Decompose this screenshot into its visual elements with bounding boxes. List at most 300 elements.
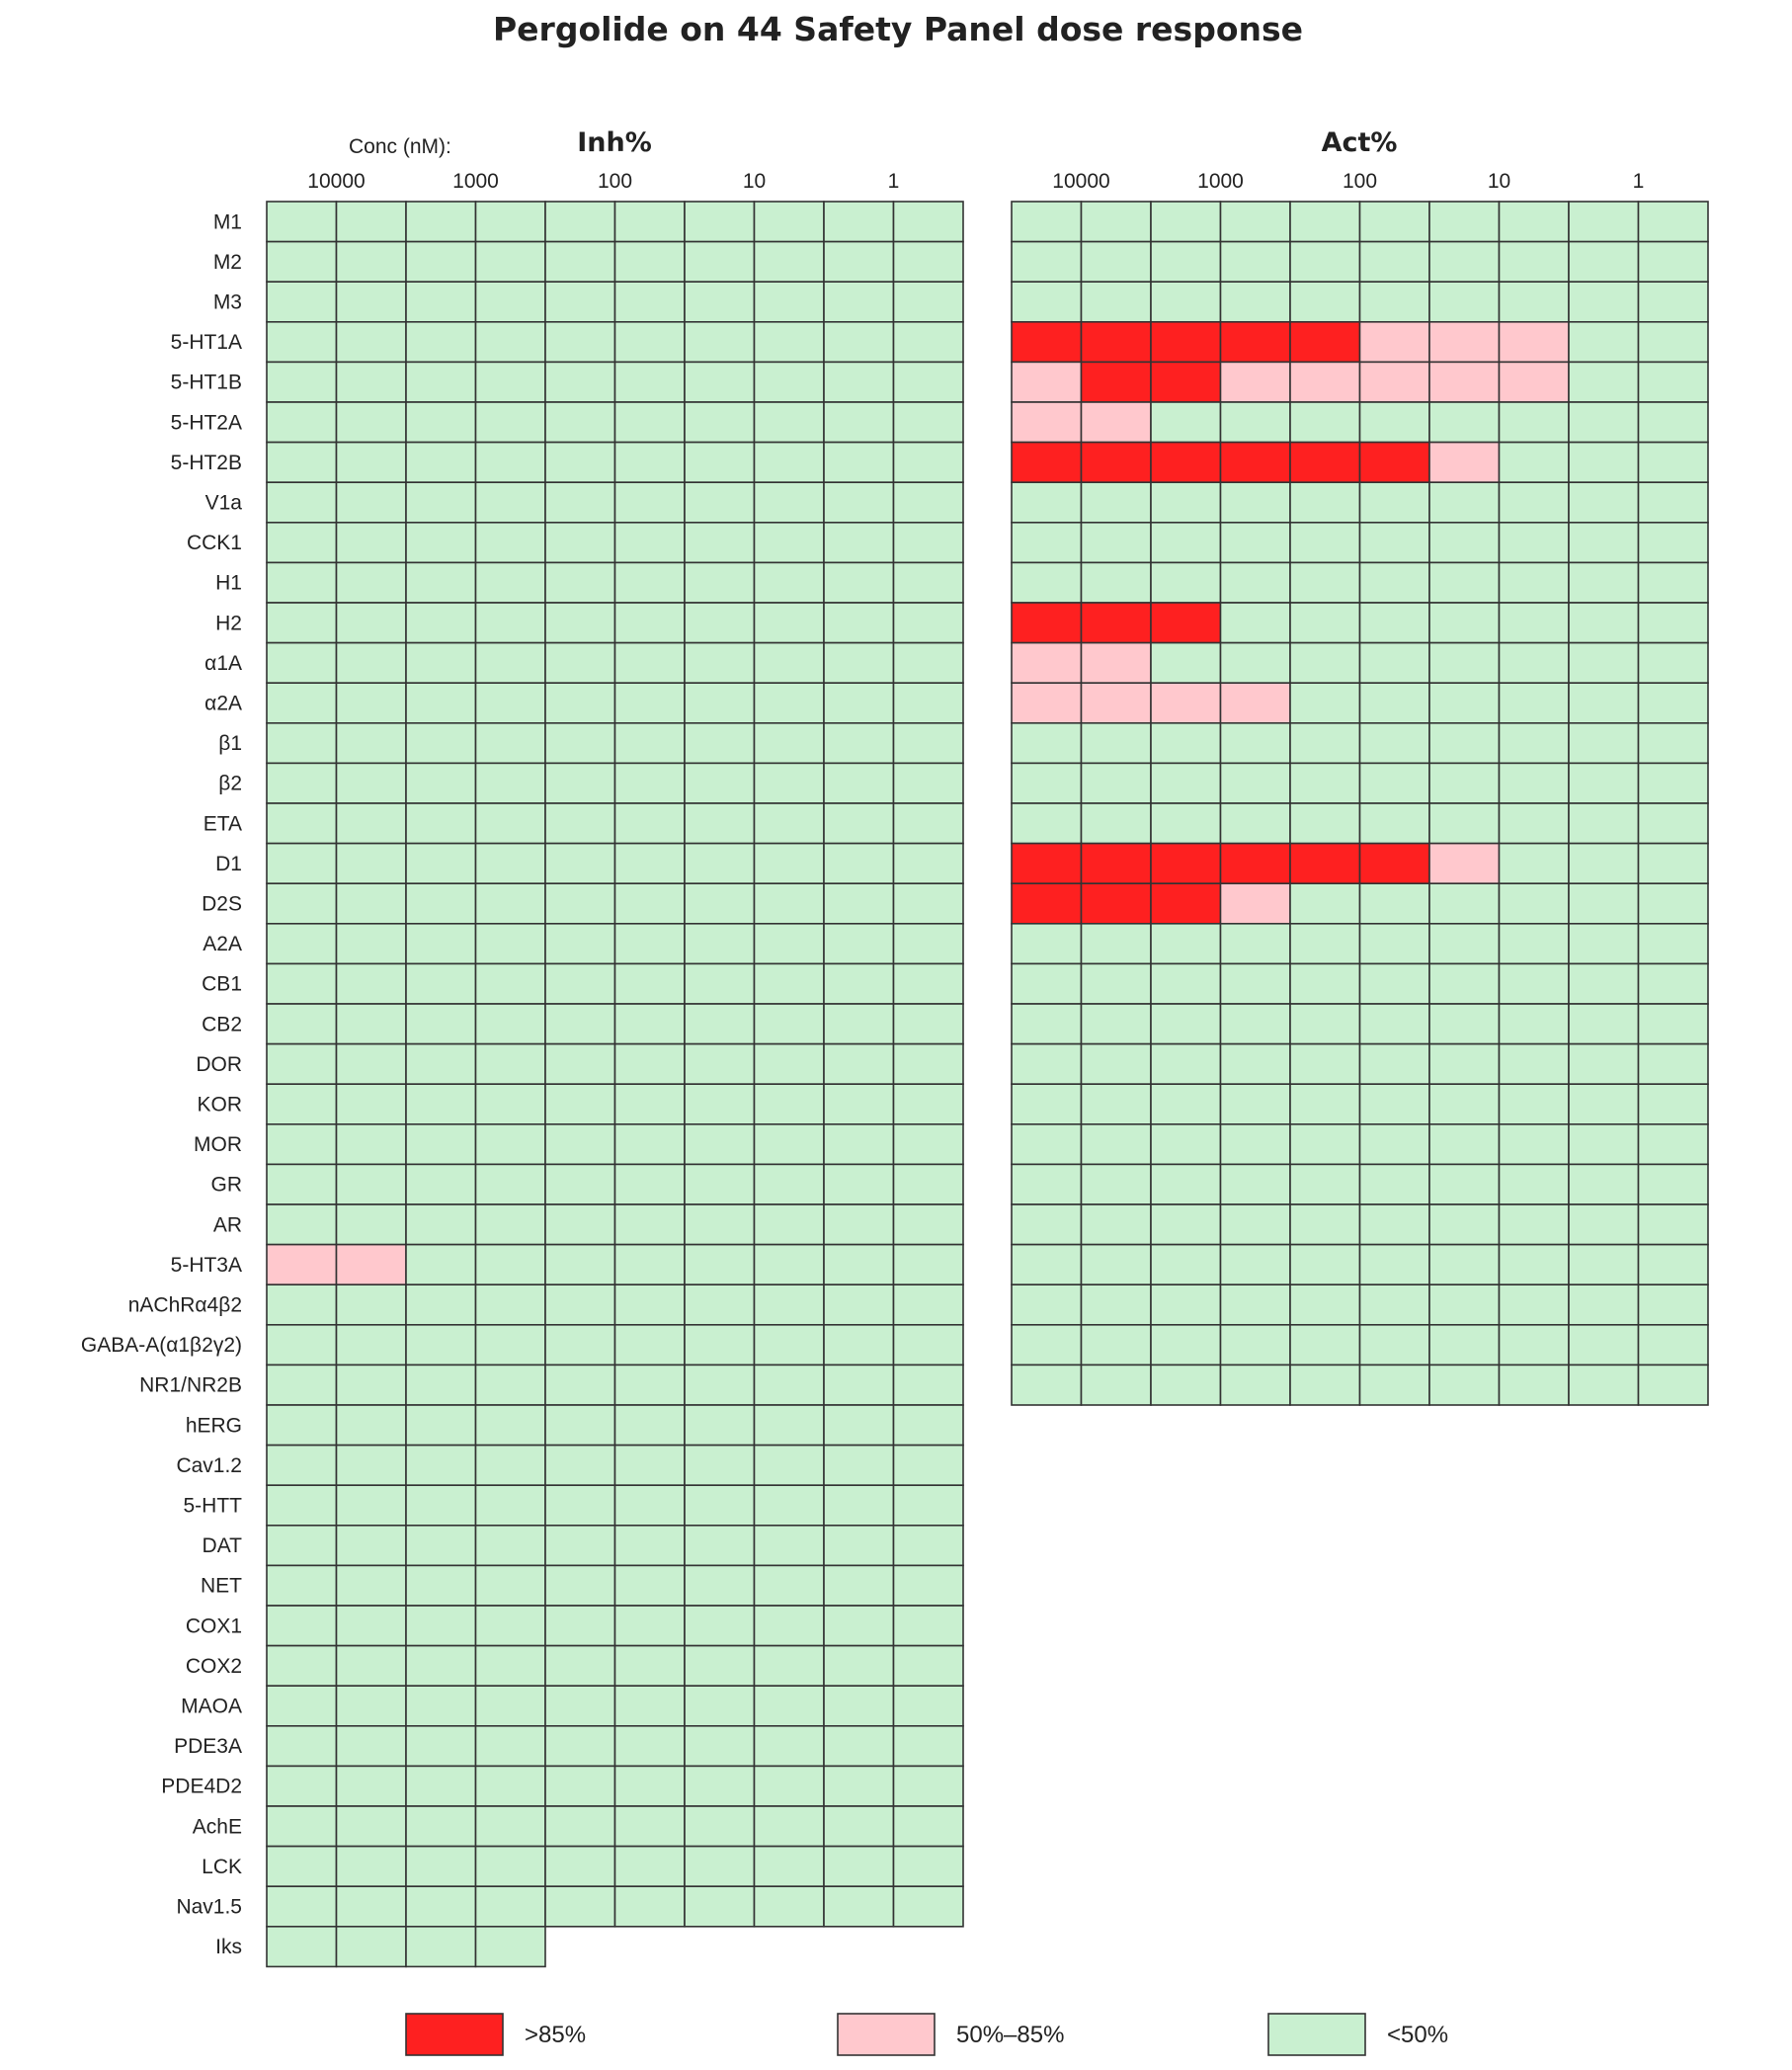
heatmap-cell-inh xyxy=(545,1847,615,1887)
heatmap-cell-act xyxy=(1500,282,1570,322)
heatmap-cell-inh xyxy=(615,1766,686,1806)
heatmap-cell-inh xyxy=(476,1204,546,1245)
heatmap-cell-inh xyxy=(894,844,964,884)
heatmap-cell-inh xyxy=(615,1646,686,1687)
heatmap-cell-inh xyxy=(267,1847,337,1887)
heatmap-cell-inh xyxy=(406,443,476,483)
heatmap-cell-inh xyxy=(545,1766,615,1806)
heatmap-cell-inh xyxy=(685,1245,755,1285)
heatmap-cell-inh xyxy=(476,282,546,322)
heatmap-cell-act xyxy=(1151,1365,1221,1405)
heatmap-cell-act xyxy=(1500,1245,1570,1285)
heatmap-cell-inh xyxy=(615,1004,686,1044)
heatmap-cell-act xyxy=(1082,803,1152,844)
heatmap-cell-inh xyxy=(685,443,755,483)
heatmap-cell-inh xyxy=(755,1606,825,1646)
heatmap-cell-inh xyxy=(755,1124,825,1165)
heatmap-cell-act xyxy=(1639,202,1709,242)
row-label: DOR xyxy=(196,1052,242,1076)
heatmap-cell-inh xyxy=(337,562,407,603)
heatmap-cell-inh xyxy=(685,1446,755,1486)
heatmap-cell-act xyxy=(1221,963,1291,1004)
heatmap-cell-act xyxy=(1429,362,1500,402)
heatmap-cell-inh xyxy=(824,362,894,402)
heatmap-cell-act xyxy=(1290,1245,1360,1285)
heatmap-cell-inh xyxy=(894,763,964,803)
heatmap-cell-act xyxy=(1151,844,1221,884)
heatmap-cell-act xyxy=(1012,844,1082,884)
row-label: M3 xyxy=(212,290,242,314)
heatmap-cell-inh xyxy=(755,322,825,363)
heatmap-cell-act xyxy=(1360,1084,1430,1124)
heatmap-cell-act xyxy=(1429,523,1500,563)
heatmap-cell-act xyxy=(1221,1284,1291,1325)
heatmap-cell-act xyxy=(1082,1204,1152,1245)
row-label: AchE xyxy=(192,1815,242,1839)
heatmap-cell-act xyxy=(1290,683,1360,723)
heatmap-cell-act xyxy=(1429,1365,1500,1405)
heatmap-cell-inh xyxy=(406,963,476,1004)
legend xyxy=(406,2014,1448,2055)
heatmap-cell-inh xyxy=(545,1245,615,1285)
heatmap-cell-act xyxy=(1290,924,1360,964)
row-label: D1 xyxy=(215,852,242,875)
row-label: α1A xyxy=(204,651,242,675)
row-label: 5-HTT xyxy=(183,1494,242,1518)
heatmap-cell-inh xyxy=(545,1325,615,1366)
heatmap-cell-inh xyxy=(824,1886,894,1927)
heatmap-cell-inh xyxy=(267,603,337,643)
heatmap-cell-act xyxy=(1569,1365,1639,1405)
conc-tick-act-10000: 10000 xyxy=(1052,170,1110,193)
heatmap-cell-inh xyxy=(337,1204,407,1245)
heatmap-cell-act xyxy=(1221,482,1291,523)
heatmap-cell-act xyxy=(1569,723,1639,764)
heatmap-cell-act xyxy=(1151,242,1221,283)
heatmap-cell-act xyxy=(1082,1124,1152,1165)
heatmap-cell-inh xyxy=(894,1886,964,1927)
heatmap-cell-inh xyxy=(267,1284,337,1325)
heatmap-cell-act xyxy=(1151,1325,1221,1366)
conc-tick-act-10: 10 xyxy=(1487,170,1511,193)
heatmap-cell-inh xyxy=(615,443,686,483)
heatmap-cell-inh xyxy=(267,1084,337,1124)
heatmap-cell-inh xyxy=(755,362,825,402)
heatmap-cell-act xyxy=(1082,683,1152,723)
heatmap-cell-act xyxy=(1429,1164,1500,1204)
heatmap-cell-act xyxy=(1360,1284,1430,1325)
heatmap-cell-inh xyxy=(685,1004,755,1044)
heatmap-cell-act xyxy=(1082,643,1152,684)
heatmap-cell-act xyxy=(1429,1325,1500,1366)
heatmap-cell-act xyxy=(1429,844,1500,884)
heatmap-cell-act xyxy=(1290,763,1360,803)
heatmap-cell-inh xyxy=(337,1766,407,1806)
heatmap-cell-act xyxy=(1360,482,1430,523)
heatmap-cell-act xyxy=(1500,1124,1570,1165)
heatmap-cell-inh xyxy=(755,1084,825,1124)
heatmap-cell-act xyxy=(1151,1164,1221,1204)
heatmap-cell-inh xyxy=(824,1204,894,1245)
heatmap-cell-inh xyxy=(824,242,894,283)
heatmap-cell-inh xyxy=(406,1806,476,1847)
heatmap-cell-act xyxy=(1360,1044,1430,1085)
heatmap-cell-inh xyxy=(337,1405,407,1446)
heatmap-cell-act xyxy=(1082,1245,1152,1285)
heatmap-cell-inh xyxy=(267,1204,337,1245)
heatmap-cell-inh xyxy=(755,443,825,483)
heatmap-cell-act xyxy=(1360,362,1430,402)
heatmap-cell-inh xyxy=(545,282,615,322)
heatmap-cell-inh xyxy=(545,523,615,563)
heatmap-cell-inh xyxy=(476,1245,546,1285)
heatmap-cell-inh xyxy=(545,562,615,603)
heatmap-cell-inh xyxy=(337,1565,407,1606)
row-label: COX1 xyxy=(185,1615,242,1638)
row-label: M2 xyxy=(212,250,242,274)
heatmap-cell-inh xyxy=(267,1004,337,1044)
heatmap-cell-inh xyxy=(894,603,964,643)
heatmap-cell-act xyxy=(1429,202,1500,242)
heatmap-cell-act xyxy=(1360,844,1430,884)
heatmap-cell-inh xyxy=(894,1405,964,1446)
heatmap-cell-act xyxy=(1639,1044,1709,1085)
heatmap-cell-inh xyxy=(337,1284,407,1325)
heatmap-cell-act xyxy=(1429,443,1500,483)
heatmap-cell-inh xyxy=(545,963,615,1004)
heatmap-cell-act xyxy=(1500,603,1570,643)
heatmap-cell-act xyxy=(1151,763,1221,803)
heatmap-cell-inh xyxy=(824,562,894,603)
heatmap-cell-inh xyxy=(894,1325,964,1366)
heatmap-cell-inh xyxy=(755,1446,825,1486)
heatmap-cell-act xyxy=(1290,1124,1360,1165)
heatmap-cell-inh xyxy=(267,1124,337,1165)
heatmap-cell-act xyxy=(1500,763,1570,803)
heatmap-cell-act xyxy=(1569,482,1639,523)
heatmap-cell-act xyxy=(1151,362,1221,402)
heatmap-cell-inh xyxy=(685,1726,755,1767)
heatmap-cell-inh xyxy=(545,1606,615,1646)
heatmap-cell-act xyxy=(1221,1164,1291,1204)
heatmap-cell-inh xyxy=(894,1365,964,1405)
heatmap-cell-inh xyxy=(406,1044,476,1085)
heatmap-cell-inh xyxy=(476,1806,546,1847)
heatmap-cell-inh xyxy=(476,1405,546,1446)
legend-label-red: >85% xyxy=(525,2022,587,2048)
heatmap-cell-inh xyxy=(545,844,615,884)
heatmap-cell-inh xyxy=(755,643,825,684)
heatmap-cell-inh xyxy=(267,402,337,443)
heatmap-cell-inh xyxy=(267,242,337,283)
heatmap-cell-inh xyxy=(824,1004,894,1044)
heatmap-cell-inh xyxy=(615,1044,686,1085)
heatmap-cell-act xyxy=(1221,1124,1291,1165)
row-label: Cav1.2 xyxy=(176,1453,242,1477)
heatmap-cell-inh xyxy=(337,883,407,924)
heatmap-cell-inh xyxy=(685,1565,755,1606)
heatmap-cell-act xyxy=(1290,1365,1360,1405)
heatmap-cell-inh xyxy=(615,1485,686,1526)
heatmap-cell-act xyxy=(1639,1084,1709,1124)
heatmap-cell-inh xyxy=(267,562,337,603)
heatmap-cell-act xyxy=(1360,562,1430,603)
heatmap-cell-act xyxy=(1500,1204,1570,1245)
heatmap-cell-inh xyxy=(615,963,686,1004)
heatmap-cell-inh xyxy=(476,883,546,924)
heatmap-cell-act xyxy=(1360,202,1430,242)
heatmap-cell-inh xyxy=(545,1485,615,1526)
heatmap-cell-act xyxy=(1290,322,1360,363)
heatmap-cell-inh xyxy=(406,1886,476,1927)
heatmap-cell-act xyxy=(1429,1245,1500,1285)
heatmap-cell-inh xyxy=(337,1325,407,1366)
heatmap-cell-inh xyxy=(685,763,755,803)
heatmap-cell-inh xyxy=(337,1726,407,1767)
heatmap-cell-inh xyxy=(615,242,686,283)
heatmap-cell-act xyxy=(1082,1284,1152,1325)
heatmap-cell-act xyxy=(1082,322,1152,363)
heatmap-cell-inh xyxy=(824,1084,894,1124)
heatmap-cell-act xyxy=(1082,242,1152,283)
heatmap-cell-act xyxy=(1082,482,1152,523)
heatmap-cell-inh xyxy=(824,603,894,643)
heatmap-cell-act xyxy=(1012,1084,1082,1124)
heatmap-cell-inh xyxy=(755,1886,825,1927)
heatmap-cell-inh xyxy=(267,322,337,363)
heatmap-cell-inh xyxy=(406,402,476,443)
heatmap-cell-inh xyxy=(267,443,337,483)
heatmap-cell-inh xyxy=(824,1325,894,1366)
heatmap-cell-inh xyxy=(685,1886,755,1927)
heatmap-cell-inh xyxy=(685,1606,755,1646)
heatmap-cell-act xyxy=(1221,443,1291,483)
heatmap-cell-act xyxy=(1082,924,1152,964)
heatmap-cell-inh xyxy=(267,1766,337,1806)
heatmap-cell-inh xyxy=(615,282,686,322)
heatmap-cell-act xyxy=(1569,1164,1639,1204)
heatmap-cell-inh xyxy=(894,322,964,363)
heatmap-cell-inh xyxy=(615,482,686,523)
heatmap-cell-act xyxy=(1569,1084,1639,1124)
heatmap-cell-inh xyxy=(476,1847,546,1887)
heatmap-cell-act xyxy=(1639,443,1709,483)
heatmap-cell-act xyxy=(1429,402,1500,443)
panel-title-act: Act% xyxy=(1321,127,1398,158)
row-label: LCK xyxy=(202,1855,242,1878)
heatmap-cell-act xyxy=(1290,803,1360,844)
heatmap-cell-act xyxy=(1569,1124,1639,1165)
heatmap-cell-inh xyxy=(615,924,686,964)
heatmap-cell-act xyxy=(1360,723,1430,764)
heatmap-cell-inh xyxy=(824,1686,894,1726)
heatmap-cell-act xyxy=(1221,803,1291,844)
heatmap-cell-inh xyxy=(824,844,894,884)
heatmap-cell-inh xyxy=(824,1124,894,1165)
heatmap-cell-inh xyxy=(476,1446,546,1486)
heatmap-cell-act xyxy=(1360,803,1430,844)
heatmap-cell-inh xyxy=(685,1405,755,1446)
heatmap-cells xyxy=(267,202,1708,1966)
heatmap-cell-inh xyxy=(545,1726,615,1767)
heatmap-cell-act xyxy=(1500,643,1570,684)
heatmap-cell-act xyxy=(1221,1365,1291,1405)
heatmap-cell-act xyxy=(1012,683,1082,723)
heatmap-cell-act xyxy=(1151,723,1221,764)
heatmap-cell-inh xyxy=(755,1847,825,1887)
conc-tick-act-1: 1 xyxy=(1632,170,1645,193)
heatmap-cell-act xyxy=(1290,443,1360,483)
heatmap-cell-act xyxy=(1569,643,1639,684)
heatmap-cell-inh xyxy=(755,844,825,884)
heatmap-cell-act xyxy=(1151,1124,1221,1165)
panel-title-inh: Inh% xyxy=(577,127,652,158)
heatmap-cell-act xyxy=(1639,322,1709,363)
heatmap-cell-act xyxy=(1360,683,1430,723)
heatmap-cell-act xyxy=(1082,1365,1152,1405)
heatmap-cell-act xyxy=(1151,1044,1221,1085)
heatmap-cell-inh xyxy=(824,1565,894,1606)
heatmap-cell-inh xyxy=(267,1565,337,1606)
heatmap-cell-inh xyxy=(545,242,615,283)
heatmap-cell-inh xyxy=(615,1806,686,1847)
heatmap-cell-inh xyxy=(824,1365,894,1405)
heatmap-cell-inh xyxy=(406,844,476,884)
heatmap-cell-inh xyxy=(755,1405,825,1446)
heatmap-cell-inh xyxy=(755,1565,825,1606)
heatmap-cell-act xyxy=(1569,1004,1639,1044)
heatmap-cell-inh xyxy=(824,482,894,523)
heatmap-cell-inh xyxy=(615,1365,686,1405)
heatmap-cell-inh xyxy=(615,803,686,844)
heatmap-cell-act xyxy=(1012,1325,1082,1366)
heatmap-cell-inh xyxy=(406,482,476,523)
heatmap-cell-act xyxy=(1360,1004,1430,1044)
heatmap-cell-inh xyxy=(685,202,755,242)
heatmap-cell-act xyxy=(1500,202,1570,242)
heatmap-cell-act xyxy=(1290,523,1360,563)
heatmap-cell-act xyxy=(1012,443,1082,483)
heatmap-cell-inh xyxy=(337,1124,407,1165)
heatmap-cell-inh xyxy=(894,1446,964,1486)
heatmap-cell-inh xyxy=(337,1606,407,1646)
heatmap-cell-inh xyxy=(476,683,546,723)
heatmap-cell-act xyxy=(1290,603,1360,643)
heatmap-cell-inh xyxy=(406,362,476,402)
heatmap-cell-act xyxy=(1151,924,1221,964)
heatmap-cell-act xyxy=(1012,362,1082,402)
heatmap-cell-act xyxy=(1500,523,1570,563)
heatmap-cell-inh xyxy=(824,1726,894,1767)
heatmap-cell-inh xyxy=(476,1526,546,1566)
heatmap-cell-inh xyxy=(685,683,755,723)
heatmap-cell-inh xyxy=(545,1646,615,1687)
heatmap-cell-act xyxy=(1429,963,1500,1004)
heatmap-cell-inh xyxy=(337,844,407,884)
heatmap-cell-inh xyxy=(755,1365,825,1405)
row-label: GR xyxy=(210,1173,242,1197)
heatmap-cell-inh xyxy=(406,1245,476,1285)
heatmap-cell-inh xyxy=(894,1284,964,1325)
row-label: Nav1.5 xyxy=(176,1895,242,1919)
row-label: CCK1 xyxy=(186,532,242,555)
heatmap-cell-act xyxy=(1290,402,1360,443)
heatmap-cell-act xyxy=(1500,242,1570,283)
heatmap-cell-inh xyxy=(476,1766,546,1806)
heatmap-cell-act xyxy=(1569,924,1639,964)
heatmap-cell-inh xyxy=(894,242,964,283)
row-label: AR xyxy=(212,1213,242,1237)
heatmap-cell-inh xyxy=(894,1485,964,1526)
heatmap-cell-inh xyxy=(476,1686,546,1726)
heatmap-cell-act xyxy=(1500,443,1570,483)
heatmap-cell-inh xyxy=(267,1927,337,1967)
heatmap-cell-inh xyxy=(476,1084,546,1124)
heatmap-cell-inh xyxy=(755,202,825,242)
heatmap-cell-inh xyxy=(476,1004,546,1044)
heatmap-cell-inh xyxy=(267,1405,337,1446)
heatmap-cell-act xyxy=(1360,963,1430,1004)
heatmap-cell-act xyxy=(1082,763,1152,803)
heatmap-cell-inh xyxy=(406,322,476,363)
heatmap-cell-inh xyxy=(615,1245,686,1285)
heatmap-cell-inh xyxy=(824,282,894,322)
conc-tick-inh-1000: 1000 xyxy=(452,170,499,193)
heatmap-cell-inh xyxy=(406,1446,476,1486)
heatmap-cell-act xyxy=(1360,603,1430,643)
conc-tick-inh-10: 10 xyxy=(742,170,767,193)
heatmap-cell-act xyxy=(1290,282,1360,322)
heatmap-cell-act xyxy=(1360,924,1430,964)
heatmap-cell-inh xyxy=(824,883,894,924)
heatmap-cell-inh xyxy=(406,282,476,322)
heatmap-cell-act xyxy=(1151,883,1221,924)
heatmap-cell-inh xyxy=(337,482,407,523)
heatmap-cell-inh xyxy=(685,1164,755,1204)
heatmap-cell-inh xyxy=(824,202,894,242)
heatmap-cell-inh xyxy=(476,1485,546,1526)
heatmap-cell-act xyxy=(1012,1004,1082,1044)
heatmap-cell-inh xyxy=(685,1526,755,1566)
heatmap-cell-act xyxy=(1221,562,1291,603)
heatmap-cell-inh xyxy=(337,1044,407,1085)
heatmap-cell-act xyxy=(1639,1365,1709,1405)
heatmap-cell-inh xyxy=(894,963,964,1004)
heatmap-cell-inh xyxy=(476,1927,546,1967)
heatmap-cell-inh xyxy=(406,1004,476,1044)
heatmap-cell-inh xyxy=(337,763,407,803)
heatmap-cell-inh xyxy=(476,1886,546,1927)
heatmap-cell-act xyxy=(1012,202,1082,242)
heatmap-cell-inh xyxy=(476,1606,546,1646)
heatmap-cell-act xyxy=(1290,883,1360,924)
heatmap-cell-act xyxy=(1221,603,1291,643)
heatmap-cell-inh xyxy=(545,1526,615,1566)
heatmap-cell-inh xyxy=(545,482,615,523)
heatmap-cell-inh xyxy=(755,763,825,803)
heatmap-cell-act xyxy=(1012,763,1082,803)
heatmap-cell-inh xyxy=(267,1686,337,1726)
heatmap-cell-inh xyxy=(894,1726,964,1767)
heatmap-cell-inh xyxy=(685,482,755,523)
heatmap-cell-act xyxy=(1082,562,1152,603)
conc-label: Conc (nM): xyxy=(349,135,451,158)
heatmap-cell-inh xyxy=(476,763,546,803)
heatmap-cell-act xyxy=(1639,763,1709,803)
row-label: MAOA xyxy=(181,1695,242,1718)
heatmap-cell-inh xyxy=(337,603,407,643)
heatmap-cell-act xyxy=(1500,1164,1570,1204)
